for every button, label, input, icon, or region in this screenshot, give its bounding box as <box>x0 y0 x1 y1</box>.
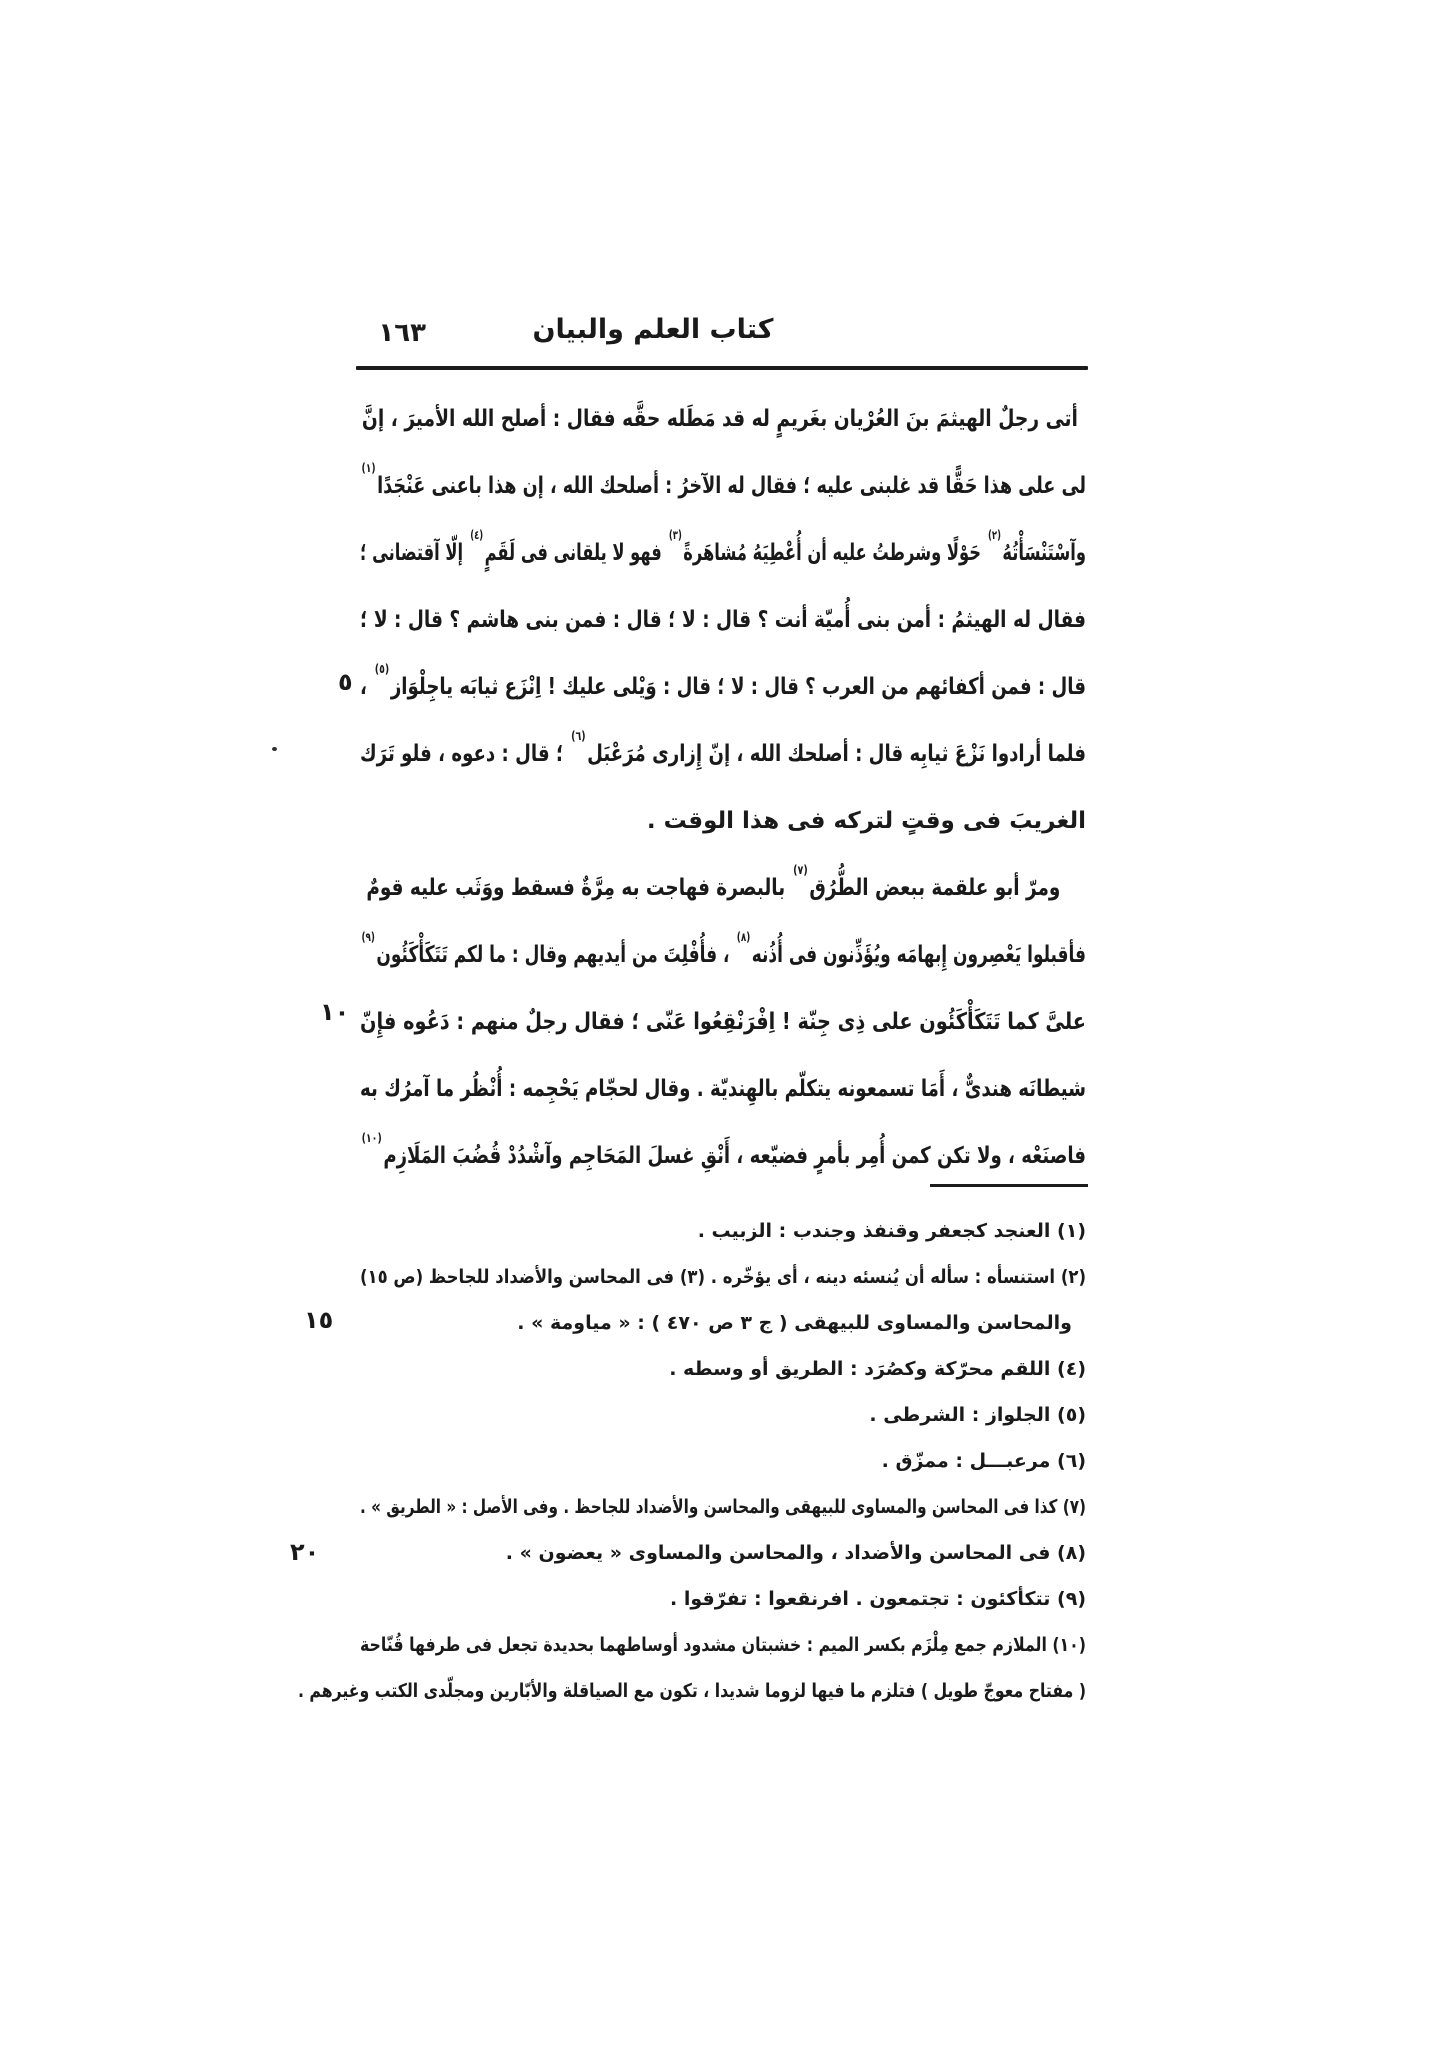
margin-line-number-5: ٥ <box>338 668 353 696</box>
text-line: لى على هذا حَقًّا قد غلبنى عليه ؛ فقال له الآخرُ : أصلحك الله ، إن هذا باعنى عَنْجَدًا$^{(١)}$ <box>361 461 1086 499</box>
text-line: فاصنَعْه ، ولا تكن كمن أُمِر بأمرٍ فضيّعه ، أَنْقِ غسلَ المَحَاجِم وآشْدُدْ قُضُبَ المَلَازِم$^{(١٠)}$ <box>361 1131 1086 1169</box>
text-line: أتى رجلٌ الهيثمَ بنَ العُرْيان بغَريمٍ له قد مَطَله حقَّه فقال : أصلح الله الأميرَ ، إنَّ <box>361 406 1078 432</box>
page-number: ١٦٣ <box>378 318 426 348</box>
text-line: وآسْتَنْسَأْتُهُ$^{(٢)}$ حَوْلًا وشرطتُ عليه أن أُعْطِيَهُ مُشاهَرةً$^{(٣)}$ فهو لا يلقانى فى لَقَمٍ$^{(٤)}$ إلّا آقتضانى ؛ <box>360 528 1086 566</box>
text-line: ومرّ أبو علقمة ببعض الطُّرُق$^{(٧)}$ بالبصرة فهاجت به مِرَّةٌ فسقط ووَثَب عليه قومٌ <box>366 863 1061 901</box>
text-line: شيطانَه هندىٌّ ، أَمَا تسمعونه يتكلّم بالهِنديّة . وقال لحجّام يَحْجِمه : أُنْظُر ما آمرُك به <box>359 1076 1086 1102</box>
margin-line-number-20: ٢٠ <box>290 1538 320 1566</box>
footnote-line: ( مفتاح معوجّ طويل ) فتلزم ما فيها لزوما شديدا ، تكون مع الصياقلة والأبّارين ومجلّدى الكتب وغيرهم . <box>298 1680 1086 1702</box>
footnote-separator <box>930 1184 1088 1187</box>
main-text <box>360 386 1086 1190</box>
footnote-line: (٥) الجلواز : الشرطى . <box>869 1404 1086 1426</box>
footnote-line: (٩) تتكأكئون : تجتمعون . افرنقعوا : تفرّقوا . <box>670 1588 1086 1610</box>
text-line: فقال له الهيثمُ : أمن بنى أُميّة أنت ؟ قال : لا ؛ قال : فمن بنى هاشم ؟ قال : لا ؛ <box>360 607 1086 633</box>
footnote-marker: (١) <box>361 461 376 476</box>
footnote-marker: (٧) <box>793 863 808 878</box>
margin-line-number-15: ١٥ <box>304 1306 334 1334</box>
footnote-marker: (١٠) <box>361 1131 382 1146</box>
text-line: علىَّ كما تَتَكَأْكَئُون على ذِى جِنّة ! اِفْرَنْقِعُوا عَنّى ؛ فقال رجلٌ منهم : دَعُوه فإِنّ <box>360 1009 1086 1035</box>
page-title: كتاب العلم والبيان <box>532 314 774 345</box>
ink-speck <box>272 747 277 751</box>
margin-line-number-10: ١٠ <box>320 998 350 1026</box>
footnote-marker: (٥) <box>374 662 390 677</box>
footnote-marker: (٩) <box>361 930 375 945</box>
footnote-line: (٨) فى المحاسن والأضداد ، والمحاسن والمساوى « يعضون » . <box>505 1542 1086 1564</box>
footnote-marker: (٣) <box>668 528 682 543</box>
text-line: فأقبلوا يَعْصِرون إِبهامَه ويُؤَذِّنون فى أُذُنه$^{(٨)}$ ، فأُفْلِتَ من أيديهم وقال : ما لكم تَتَكَأْكَئُون$^{(٩)}$ <box>361 930 1086 968</box>
footnote-marker: (٦) <box>571 729 586 744</box>
text-line: الغريبَ فى وقتٍ لتركه فى هذا الوقت . <box>646 808 1086 834</box>
text-line: فلما أرادوا نَزْعَ ثيابِه قال : أصلحك الله ، إنّ إِزارى مُرَعْبَل$^{(٦)}$ ؛ قال : دعوه ، فلو تَرَك <box>360 729 1086 767</box>
footnote-marker: (٨) <box>736 930 751 945</box>
text-line: قال : فمن أكفائهم من العرب ؟ قال : لا ؛ قال : وَيْلى عليك ! اِنْزَع ثيابَه ياجِلْوَاز$^{(٥)}$ ، <box>360 662 1086 700</box>
footnote-line: (٦) مرعبـــل : ممزّق . <box>881 1450 1086 1472</box>
header-rule <box>356 366 1088 370</box>
footnote-marker: (٤) <box>470 528 484 543</box>
footnote-line: (٤) اللقم محرّكة وكصُرَد : الطريق أو وسطه . <box>669 1358 1086 1380</box>
footnote-marker: (٢) <box>988 528 1001 543</box>
footnote-line: (٢) استنسأه : سأله أن يُنسئه دينه ، أى يؤخّره . (٣) فى المحاسن والأضداد للجاحظ (ص ١٥) <box>359 1266 1086 1288</box>
footnote-line: والمحاسن والمساوى للبيهقى ( ج ٣ ص ٤٧٠ ) : « مياومة » . <box>517 1312 1072 1334</box>
footnote-line: (١) العنجد كجعفر وقنفذ وجندب : الزبيب . <box>697 1220 1086 1242</box>
footnote-line: (٧) كذا فى المحاسن والمساوى للبيهقى والمحاسن والأضداد للجاحظ . وفى الأصل : « الطريق » . <box>360 1496 1086 1518</box>
footnote-line: (١٠) الملازم جمع مِلْزَم بكسر الميم : خشبتان مشدود أوساطهما بحديدة تجعل فى طرفها قُنّاحة <box>360 1634 1086 1656</box>
